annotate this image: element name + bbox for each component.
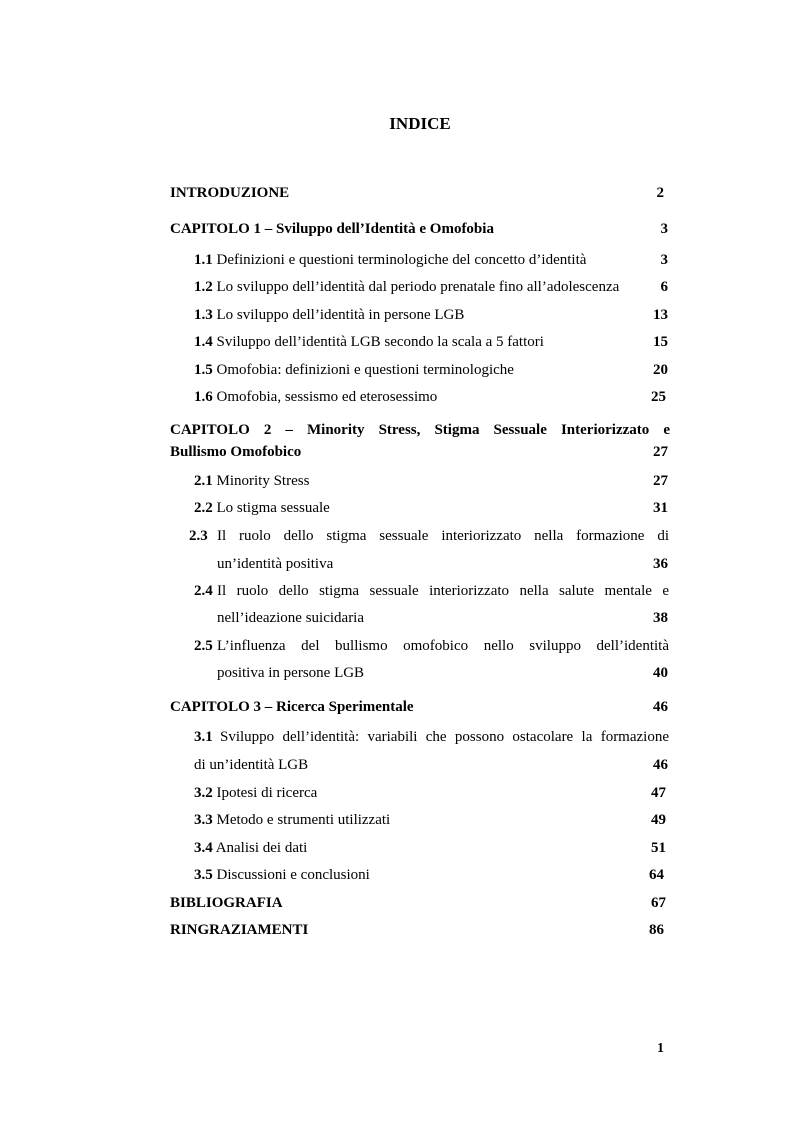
toc-chapter-3[interactable] (170, 697, 414, 717)
toc-label: INTRODUZIONE (170, 185, 290, 201)
toc-section[interactable] (194, 810, 390, 830)
page-number: 1 (657, 1041, 664, 1056)
toc-page-bibliografia: 67 (651, 895, 666, 911)
toc-section[interactable] (194, 387, 437, 407)
section-text[interactable]: Sviluppo dell’identità: variabili che possono ostacolare la formazione (220, 729, 669, 745)
toc-page: 15 (653, 334, 668, 350)
section-number: 3.1 (194, 729, 213, 745)
page-title: INDICE (389, 114, 451, 133)
section-text: Sviluppo dell’identità LGB secondo la scala a 5 fattori (216, 334, 544, 350)
chapter-title: Sviluppo dell’Identità e Omofobia (276, 221, 494, 237)
toc-page: 27 (653, 473, 668, 489)
section-text[interactable]: Il ruolo dello stigma sessuale interiorizzato nella formazione di (217, 528, 669, 544)
toc-label: BIBLIOGRAFIA (170, 895, 283, 911)
toc-entry-bibliografia[interactable] (170, 893, 283, 913)
section-number: 3.3 (194, 812, 213, 828)
toc-page: 6 (660, 279, 668, 295)
section-text: Lo stigma sessuale (216, 500, 330, 516)
section-text: Ipotesi di ricerca (216, 785, 318, 801)
toc-page: 3 (660, 252, 668, 268)
section-number: 1.4 (194, 334, 213, 350)
section-number: 1.5 (194, 362, 213, 378)
chapter-title: Ricerca Sperimentale (276, 699, 414, 715)
section-number: 1.3 (194, 307, 213, 323)
toc-page-ringraziamenti: 86 (649, 922, 664, 938)
section-number: 1.1 (194, 252, 213, 268)
section-number: 3.4 (194, 840, 213, 856)
section-number: 3.5 (194, 867, 213, 883)
toc-label: RINGRAZIAMENTI (170, 922, 309, 938)
section-text-continued[interactable]: nell’ideazione suicidaria (217, 610, 365, 626)
section-number: 2.1 (194, 473, 213, 489)
toc-section[interactable] (194, 360, 514, 380)
section-text[interactable]: Il ruolo dello stigma sessuale interiorizzato nella salute mentale e (217, 583, 669, 599)
toc-section[interactable] (194, 783, 317, 803)
section-text: Omofobia: definizioni e questioni terminologiche (216, 362, 514, 378)
toc-page-introduzione: 2 (656, 185, 664, 201)
section-text-continued[interactable]: un’identità positiva (217, 556, 334, 572)
toc-section[interactable] (194, 305, 464, 325)
toc-page: 31 (653, 500, 668, 516)
toc-page: 47 (651, 785, 666, 801)
section-text[interactable]: L’influenza del bullismo omofobico nello sviluppo dell’identità (217, 638, 669, 654)
toc-page-chapter-1: 3 (660, 221, 668, 237)
toc-page: 25 (651, 389, 666, 405)
section-number: 3.2 (194, 785, 213, 801)
section-number: 1.6 (194, 389, 213, 405)
toc-page: 64 (649, 867, 664, 883)
toc-chapter-2-continued[interactable]: Bullismo Omofobico (170, 444, 302, 460)
section-text: Discussioni e conclusioni (216, 867, 370, 883)
toc-page: 49 (651, 812, 666, 828)
section-number: 2.3 (189, 528, 208, 544)
section-text-continued[interactable]: positiva in persone LGB (217, 665, 365, 681)
toc-page: 13 (653, 307, 668, 323)
toc-section[interactable] (194, 865, 370, 885)
toc-page: 51 (651, 840, 666, 856)
toc-section[interactable] (194, 277, 619, 297)
section-text: Definizioni e questioni terminologiche del concetto d’identità (216, 252, 587, 268)
chapter-prefix: CAPITOLO 1 – (170, 221, 276, 237)
section-text: Analisi dei dati (215, 840, 308, 856)
toc-section[interactable] (194, 498, 330, 518)
toc-page: 38 (653, 610, 668, 626)
section-number: 2.5 (194, 638, 213, 654)
section-number: 2.4 (194, 583, 213, 599)
toc-section[interactable] (194, 471, 309, 491)
toc-entry-introduzione[interactable] (170, 183, 289, 203)
section-text: Lo sviluppo dell’identità in persone LGB (216, 307, 465, 323)
toc-section[interactable] (194, 838, 307, 858)
section-text-continued[interactable]: di un’identità LGB (194, 757, 309, 773)
toc-page: 40 (653, 665, 668, 681)
section-text: Minority Stress (216, 473, 310, 489)
toc-section[interactable] (194, 250, 586, 270)
section-number: 1.2 (194, 279, 213, 295)
toc-page-chapter-2: 27 (653, 444, 668, 460)
toc-page: 20 (653, 362, 668, 378)
toc-chapter-1[interactable] (170, 219, 494, 239)
section-text: Lo sviluppo dell’identità dal periodo prenatale fino all’adolescenza (216, 279, 620, 295)
toc-chapter-2[interactable]: CAPITOLO 2 – Minority Stress, Stigma Sessuale Interiorizzato e (170, 422, 670, 438)
toc-page: 36 (653, 556, 668, 572)
section-text: Metodo e strumenti utilizzati (216, 812, 391, 828)
toc-page: 46 (653, 757, 668, 773)
toc-section[interactable] (194, 332, 544, 352)
toc-page-chapter-3: 46 (653, 699, 668, 715)
chapter-prefix: CAPITOLO 3 – (170, 699, 276, 715)
section-text: Omofobia, sessismo ed eterosessimo (216, 389, 438, 405)
section-number: 2.2 (194, 500, 213, 516)
toc-entry-ringraziamenti[interactable] (170, 920, 308, 940)
